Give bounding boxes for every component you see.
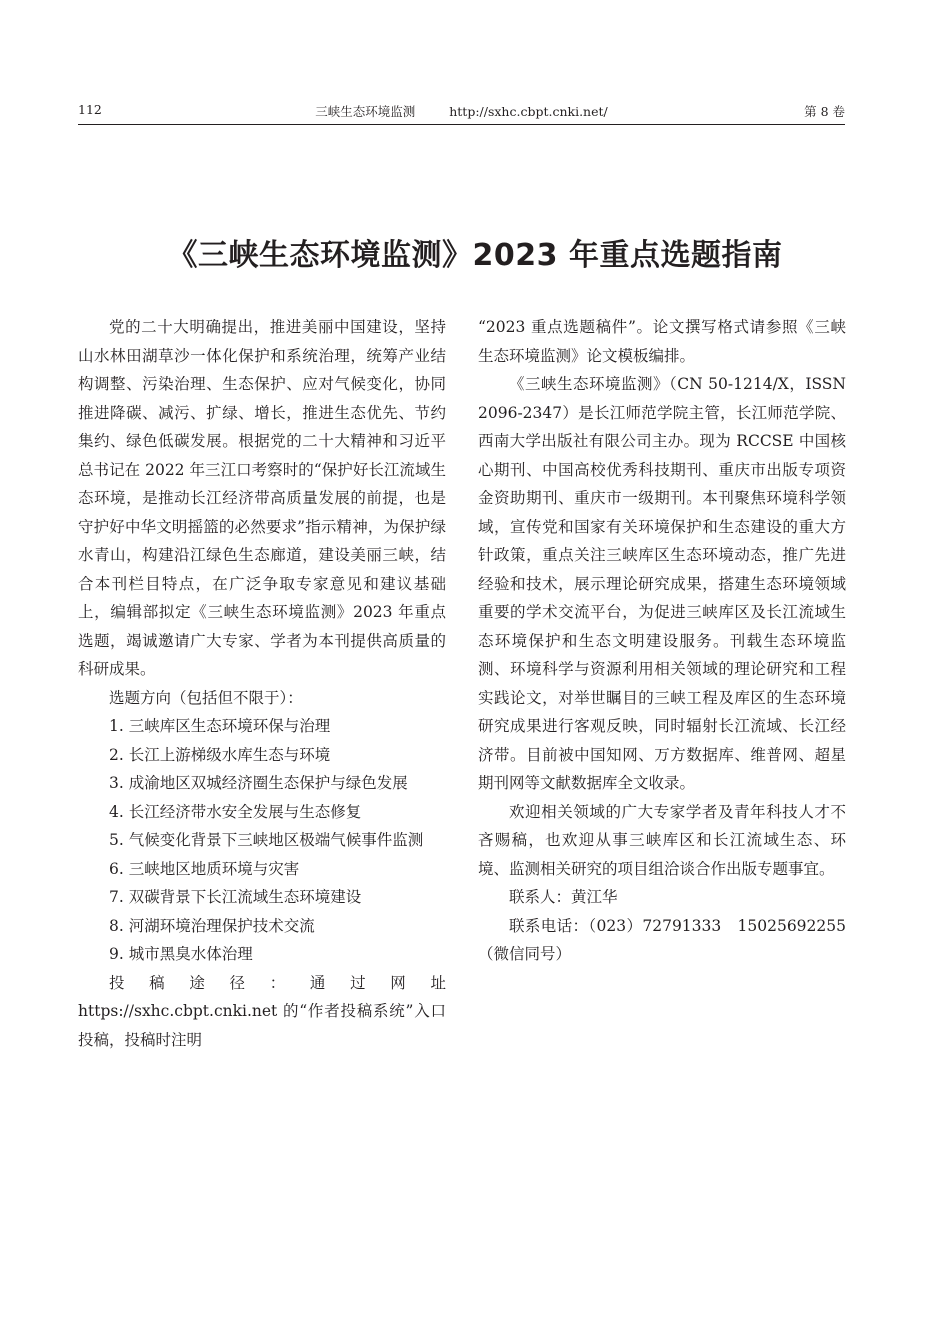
page-number: 112 bbox=[78, 102, 102, 117]
header-divider bbox=[78, 124, 845, 125]
page-title: 《三峡生态环境监测》2023 年重点选题指南 bbox=[167, 238, 783, 274]
topic-item: 8. 河湖环境治理保护技术交流 bbox=[109, 916, 315, 935]
volume-number: 第 8 卷 bbox=[804, 104, 845, 119]
left-column bbox=[78, 313, 446, 1054]
topic-item: 4. 长江经济带水安全发展与生态修复 bbox=[109, 802, 362, 821]
submission-paragraph: 投稿途径：通过网址 https://sxhc.cbpt.cnki.net 的“作者投稿系统”入口投稿，投稿时注明 bbox=[78, 973, 446, 1049]
welcome-paragraph: 欢迎相关领域的广大专家学者及青年科技人才不吝赐稿，也欢迎从事三峡库区和长江流域生态、环境、监测相关研究的项目组洽谈合作出版专题事宜。 bbox=[478, 802, 846, 878]
topic-item: 6. 三峡地区地质环境与灾害 bbox=[109, 859, 300, 878]
running-header bbox=[78, 102, 845, 124]
right-column bbox=[478, 313, 846, 969]
submission-continuation: “2023 重点选题稿件”。论文撰写格式请参照《三峡生态环境监测》论文模板编排。 bbox=[478, 318, 846, 365]
topic-item: 7. 双碳背景下长江流域生态环境建设 bbox=[109, 888, 362, 906]
contact-person: 联系人：黄江华 bbox=[509, 888, 618, 906]
topics-heading: 选题方向（包括但不限于）： bbox=[109, 688, 303, 707]
contact-phone: 联系电话：（023）72791333 15025692255（微信同号） bbox=[478, 916, 846, 963]
header-center bbox=[78, 102, 845, 120]
topic-item: 2. 长江上游梯级水库生态与环境 bbox=[109, 745, 331, 764]
intro-paragraph: 党的二十大明确提出，推进美丽中国建设，坚持山水林田湖草沙一体化保护和系统治理，统筹产业结构调整、污染治理、生态保护、应对气候变化，协同推进降碳、减污、扩绿、增长，推进生态优先、节约集约、绿色低碳发展。根据党的二十大精神和习近平总书记在 2022 年三江口考察时的“保护好长江流域生态环境，是推动长江经济带高质量发展的前提，也是守护好中华文明摇篮的必然要求”指示精神，为保护绿水青山，构建沿江绿色生态廊道，建设美丽三峡，结合本刊栏目特点，在广泛争取专家意见和建议基础上，编辑部拟定《三峡生态环境监测》2023 年重点选题，竭诚邀请广大专家、学者为本刊提供高质量的科研成果。 bbox=[78, 318, 446, 678]
topic-item: 1. 三峡库区生态环境环保与治理 bbox=[109, 717, 331, 735]
topic-item: 3. 成渝地区双城经济圈生态保护与绿色发展 bbox=[109, 774, 408, 792]
journal-name: 三峡生态环境监测 bbox=[315, 104, 416, 119]
topic-item: 5. 气候变化背景下三峡地区极端气候事件监测 bbox=[109, 831, 424, 849]
journal-url: http://sxhc.cbpt.cnki.net/ bbox=[449, 104, 608, 119]
topic-item: 9. 城市黑臭水体治理 bbox=[109, 945, 253, 963]
about-journal-paragraph: 《三峡生态环境监测》（CN 50-1214/X，ISSN 2096-2347）是长江师范学院主管，长江师范学院、西南大学出版社有限公司主办。现为 RCCSE 中国核心期刊、中国高校优秀科技期刊、重庆市出版专项资金资助期刊、重庆市一级期刊。本刊聚焦环境科学领域，宣传党和国家有关环境保护和生态建设的重大方针政策，重点关注三峡库区生态环境动态，推广先进经验和技术，展示理论研究成果，搭建生态环境领域重要的学术交流平台，为促进三峡库区及长江流域生态环境保护和生态文明建设服务。刊载生态环境监测、环境科学与资源利用相关领域的理论研究和工程实践论文，对举世瞩目的三峡工程及库区的生态环境研究成果进行客观反映，同时辐射长江流域、长江经济带。目前被中国知网、万方数据库、维普网、超星期刊网等文献数据库全文收录。 bbox=[478, 375, 846, 792]
